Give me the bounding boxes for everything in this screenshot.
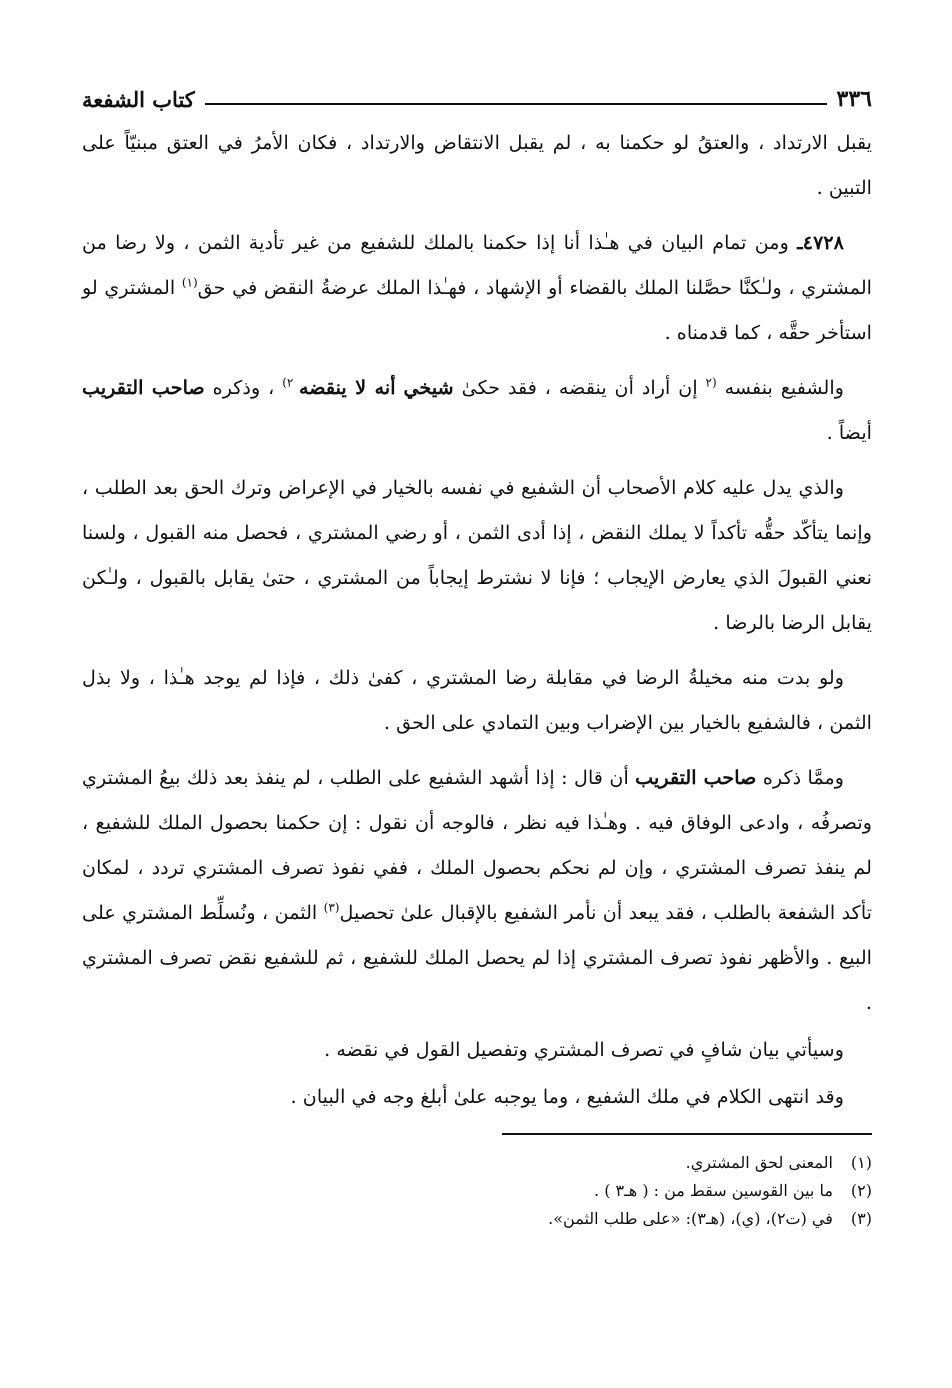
footnote-2 [82,1177,872,1205]
paragraph-number: ٤٧٢٨ـ [797,231,844,254]
book-title: كتاب الشفعة [82,87,195,112]
header-rule [205,103,827,105]
bold-term-sahib-taqrib: صاحب التقريب [82,376,205,399]
omission-mark-close: ٢) [282,375,299,390]
footnote-text: في (ت٢)، (ي)، (هـ٣): «على طلب الثمن». [548,1209,833,1228]
footnote-number: (٣) [850,1209,872,1228]
paragraph-2: ٤٧٢٨ـ ومن تمام البيان في هـٰذا أنا إذا حكمنا بالملك للشفيع من غير تأدية الثمن ، ولا رضا من المشتري ، ولـٰكنَّا حصَّلنا الملك بالقضاء أو الإشهاد ، فهـٰذا الملك عرضةُ النقض في حق$^{(١)}$ المشتري لو استأخر حقَّه ، كما قدمناه . [82,231,872,344]
bold-term-sahib-taqrib-2: صاحب التقريب [635,766,757,789]
paragraph-7: وسيأتي بيان شافٍ في تصرف المشتري وتفصيل القول في نقضه . [324,1038,844,1061]
footnote-1 [82,1149,872,1177]
bold-term-not-annul: أنه لا ينقضه [298,376,396,399]
footnote-text: ما بين القوسين سقط من : ( هـ٣ ) . [594,1181,833,1200]
paragraph-4: والذي يدل عليه كلام الأصحاب أن الشفيع في نفسه بالخيار في الإعراض وترك الحق بعد الطلب ، وإنما يتأكّد حقُّه تأكداً لا يملك النقض ، إذا أدى الثمن ، أو رضي المشتري ، فحصل منه القبول ، ولسنا نعني القبولَ الذي يعارض الإيجاب ؛ فإنا لا نشترط إيجاباً من المشتري ، حتىٰ يقابل بالقبول ، ولـٰكن يقابل الرضا بالرضا . [82,476,872,634]
page [82,78,872,1338]
page-number: ٣٣٦ [836,86,872,112]
footnote-ref-3: (٣) [323,900,340,915]
paragraph-8: وقد انتهى الكلام في ملك الشفيع ، وما يوجبه علىٰ أبلغ وجه في البيان . [290,1085,844,1108]
omission-mark-open: (٢ [705,375,717,390]
paragraph-5: ولو بدت منه مخيلةُ الرضا في مقابلة رضا المشتري ، كفىٰ ذلك ، فإذا لم يوجد هـٰذا ، ولا بذل الثمن ، فالشفيع بالخيار بين الإضراب وبين التمادي على الحق . [82,666,872,734]
body-text [82,120,872,1119]
footnote-number: (٢) [850,1181,872,1200]
footnote-number: (١) [850,1153,872,1172]
bold-term-shaykhi: شيخي [403,376,454,399]
footnotes [82,1149,872,1233]
page-header [82,78,872,112]
footnote-ref-1: (١) [181,275,198,290]
paragraph-6: وممَّا ذكره صاحب التقريب أن قال : إذا أشهد الشفيع على الطلب ، لم ينفذ بعد ذلك بيعُ المشتري وتصرفُه ، وادعى الوفاق فيه . وهـٰذا فيه نظر ، فالوجه أن نقول : إن حكمنا بحصول الملك للشفيع ، لم ينفذ تصرف المشتري ، وإن لم نحكم بحصول الملك ، ففي نفوذ تصرف المشتري تردد ، لمكان تأكد الشفعة بالطلب ، فقد يبعد أن نأمر الشفيع بالإقبال علىٰ تحصيل$^{(٣)}$ الثمن ، ونُسلِّط المشتري على البيع . والأظهر نفوذ تصرف المشتري إذا لم يحصل الملك للشفيع ، ثم للشفيع نقض تصرف المشتري . [82,766,873,1014]
footnote-3 [82,1205,872,1233]
paragraph-1: يقبل الارتداد ، والعتقُ لو حكمنا به ، لم يقبل الانتقاض والارتداد ، فكان الأمرُ في العتق مبنيّاً على التبين . [82,131,872,199]
footnote-text: المعنى لحق المشتري. [685,1153,833,1172]
footnote-separator [502,1133,872,1135]
paragraph-3: والشفيع بنفسه $^{(٢}$ إن أراد أن ينقضه ، فقد حكىٰ شيخي أنه لا ينقضه $^{٢)}$ ، وذكره صاحب التقريب أيضاً . [82,375,872,444]
